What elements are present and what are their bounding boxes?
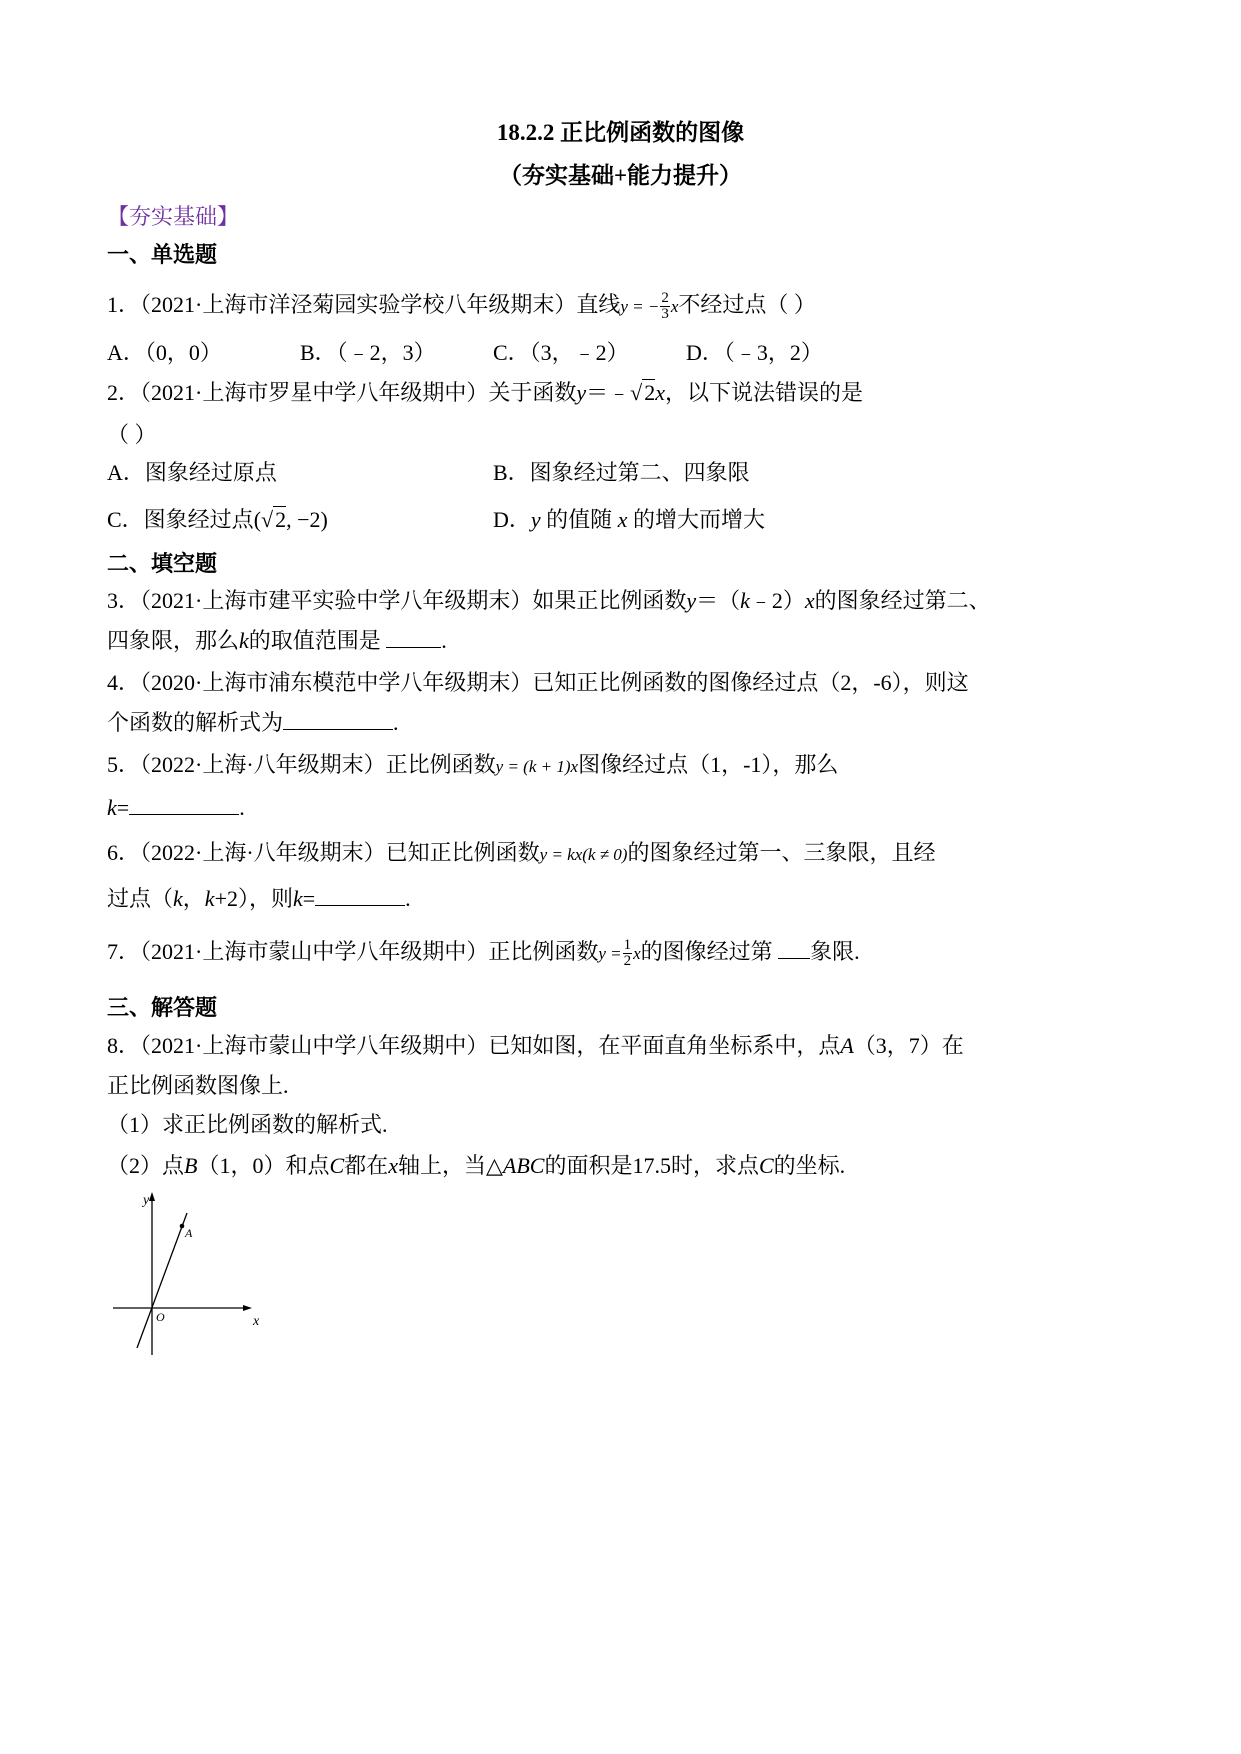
math-variable: C [329, 1153, 345, 1178]
y-axis-arrow [149, 1192, 155, 1201]
question-text: 7．（2021·上海市蒙山中学八年级期中）正比例函数 [107, 939, 599, 964]
q2-option-a: A．图象经过原点 [107, 460, 277, 485]
question-stem-end: ，以下说法错误的是 [664, 380, 863, 405]
option-text: 的值随 [540, 507, 618, 532]
option-text: 的增大而增大 [627, 507, 765, 532]
q1-option-b: B．（﹣2，3） [300, 340, 436, 365]
answer-blank[interactable] [778, 938, 810, 959]
math-variable: x [388, 1153, 398, 1178]
question-text: 个函数的解析式为 [107, 710, 284, 735]
question-text: . [393, 710, 399, 735]
math-variable: A [840, 1033, 854, 1058]
q2-answer-paren: （ ） [107, 422, 157, 447]
section-heading-solve: 三、解答题 [107, 995, 218, 1020]
y-axis-label: y [143, 1193, 150, 1208]
option-label: D． [493, 507, 531, 532]
sqrt-symbol: √2 [630, 380, 656, 405]
question-text: 5．（2022·上海·八年级期末）正比例函数 [107, 752, 496, 777]
math-variable: y [530, 507, 541, 532]
math-variable: x [670, 297, 679, 316]
sqrt-symbol: √2 [261, 507, 287, 532]
question-3-line-2 [107, 626, 447, 656]
math-variable: y [576, 380, 587, 405]
point-open: ( [253, 507, 262, 532]
answer-blank[interactable] [315, 885, 405, 906]
q2-option-d [493, 505, 765, 535]
answer-blank[interactable] [283, 709, 393, 730]
question-source: （2021·上海市罗星中学八年级期中）关于函数 [140, 380, 577, 405]
question-1 [107, 290, 816, 322]
math-variable: x [633, 944, 641, 963]
question-text: +2），则 [214, 886, 293, 911]
math-expression: y = (k + 1)x [495, 757, 579, 776]
question-text: 3．（2021·上海市建平实验中学八年级期末）如果正比例函数 [107, 588, 687, 613]
fraction [623, 938, 633, 969]
question-text: 6．（2022·上海·八年级期末）已知正比例函数 [107, 840, 540, 865]
math-variable: x [617, 507, 628, 532]
question-text: （3，7）在 [853, 1033, 964, 1058]
x-axis-label: x [253, 1314, 260, 1329]
page-title: 18.2.2 正比例函数的图像 [496, 120, 745, 145]
question-7 [107, 937, 860, 969]
math-variable: k [292, 886, 303, 911]
question-2 [107, 378, 863, 408]
origin-label: O [156, 1310, 165, 1324]
math-variable: x [804, 588, 815, 613]
question-text: = [116, 795, 130, 820]
question-stem-end: 不经过点（ ） [678, 292, 816, 317]
question-4-line-1: 4．（2020·上海市浦东模范中学八年级期末）已知正比例函数的图像经过点（2，-6），则这 [107, 670, 969, 695]
point-rest: , −2) [286, 507, 328, 532]
point-a-label: A [185, 1226, 193, 1240]
question-text: （2）点 [107, 1153, 185, 1178]
q2-option-c [107, 505, 328, 535]
question-4-line-2 [107, 708, 399, 738]
fraction-denominator: 3 [661, 306, 669, 323]
question-text: 象限. [810, 939, 860, 964]
question-8-line-1 [107, 1031, 964, 1061]
fraction-numerator: 2 [661, 290, 669, 307]
question-text: 四象限，那么 [107, 628, 240, 653]
question-text: 的图象经过第一、三象限，且经 [627, 840, 936, 865]
section-heading-single-choice: 一、单选题 [107, 242, 218, 267]
math-variable: ABC [502, 1153, 545, 1178]
question-5-line-2 [107, 793, 245, 823]
question-8-line-2: 正比例函数图像上. [107, 1073, 289, 1098]
point-a [180, 1224, 185, 1229]
math-variable: C [758, 1153, 774, 1178]
math-variable: k [239, 628, 249, 653]
fraction-numerator: 1 [623, 937, 632, 954]
question-text: 8．（2021·上海市蒙山中学八年级期中）已知如图，在平面直角坐标系中，点 [107, 1033, 841, 1058]
coordinate-figure [105, 1190, 275, 1365]
question-text: 的取值范围是 [248, 628, 381, 653]
math-variable: k [204, 886, 215, 911]
q2-option-b: B．图象经过第二、四象限 [493, 460, 750, 485]
q1-option-d: D．（﹣3，2） [686, 340, 823, 365]
math-variable: k [740, 588, 750, 613]
math-expression: y = [598, 944, 622, 963]
math-variable: x [655, 380, 665, 405]
math-variable: y [686, 588, 697, 613]
question-3-line-1 [107, 586, 991, 616]
question-text: 都在 [344, 1153, 389, 1178]
math-variable: k [107, 795, 117, 820]
question-text: = [302, 886, 316, 911]
math-expression: y = kx(k ≠ 0) [539, 845, 628, 864]
question-5-line-1 [107, 750, 838, 782]
proportional-function-line [137, 1213, 187, 1348]
section-heading-fill-blank: 二、填空题 [107, 551, 218, 576]
q1-option-c: C．（3，﹣2） [493, 340, 629, 365]
question-6-line-1 [107, 838, 935, 870]
question-6-line-2 [107, 884, 411, 914]
section-tag: 【夯实基础】 [107, 204, 240, 229]
question-number: 1． [107, 292, 141, 317]
question-text: ， [182, 886, 205, 911]
question-text: . [405, 886, 411, 911]
question-text: 过点（ [107, 886, 174, 911]
sqrt-radicand: 2 [644, 380, 656, 405]
q1-option-a: A．（0，0） [107, 340, 222, 365]
math-operator: ＝﹣ [586, 380, 631, 405]
question-text: 的坐标. [773, 1153, 846, 1178]
fraction [660, 291, 670, 322]
question-8-part-2 [107, 1151, 845, 1181]
answer-blank[interactable] [386, 627, 441, 648]
math-variable: k [173, 886, 183, 911]
question-text: 轴上，当△ [397, 1153, 503, 1178]
question-8-part-1: （1）求正比例函数的解析式. [107, 1112, 388, 1137]
question-text: （1，0）和点 [197, 1153, 330, 1178]
answer-blank[interactable] [129, 794, 239, 815]
question-text: 图像经过点（1，-1），那么 [578, 752, 839, 777]
question-text: 的面积是17.5时，求点 [544, 1153, 759, 1178]
page-subtitle: （夯实基础+能力提升） [498, 163, 743, 188]
question-number: 2． [107, 380, 141, 405]
question-text: 的图像经过第 [640, 939, 773, 964]
math-variable: B [184, 1153, 198, 1178]
question-source: （2021·上海市洋泾菊园实验学校八年级期末）直线 [140, 292, 621, 317]
question-text: 的图象经过第二、 [814, 588, 991, 613]
question-text: ＝（ [696, 588, 741, 613]
question-text: . [239, 795, 245, 820]
question-text: . [441, 628, 447, 653]
sqrt-radicand: 2 [275, 507, 287, 532]
math-expression: y = − [620, 297, 660, 316]
fraction-denominator: 2 [623, 953, 632, 970]
question-text: ﹣2） [749, 588, 805, 613]
option-text: C．图象经过点 [107, 507, 254, 532]
x-axis-arrow [243, 1305, 252, 1311]
